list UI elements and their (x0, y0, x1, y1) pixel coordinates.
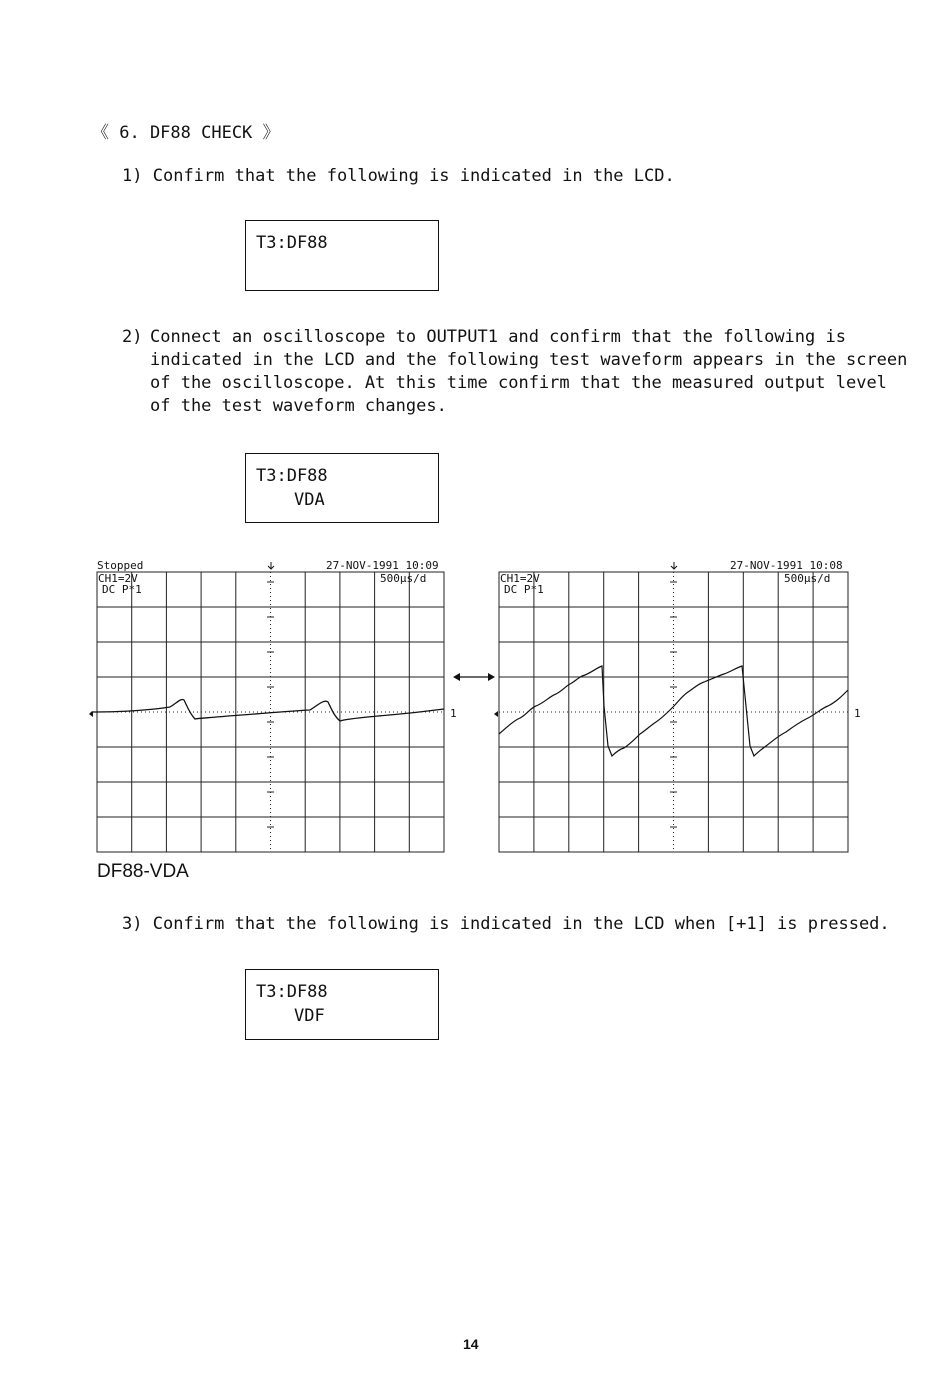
scope-left-channel: CH1=2V (98, 572, 138, 585)
page-number: 14 (463, 1336, 479, 1352)
step-2-text (150, 326, 907, 418)
figure-caption: DF88-VDA (97, 861, 189, 882)
step-2-number: 2) (122, 327, 143, 347)
lcd-display-1 (245, 220, 439, 291)
step-2-line-1: Connect an oscilloscope to OUTPUT1 and confirm that the following is (150, 327, 846, 347)
scope-right-channel: CH1=2V (500, 572, 540, 585)
scope-left-status: Stopped (97, 559, 144, 572)
scope-right-timebase: 500µs/d (784, 572, 831, 585)
lcd-2-line-2: VDA (294, 490, 325, 510)
oscilloscope-screen-left (88, 556, 460, 858)
waveform-trace-right (499, 666, 848, 756)
lcd-2-line-1: T3:DF88 (256, 466, 328, 486)
step-2-line-3: of the oscilloscope. At this time confirm that the measured output level (150, 373, 887, 393)
lcd-display-2 (245, 453, 439, 523)
step-1 (122, 165, 675, 188)
step-2-line-4: of the test waveform changes. (150, 396, 447, 416)
scope-right-channel-marker: 1 (854, 707, 861, 720)
step-1-text: Confirm that the following is indicated in the LCD. (152, 166, 675, 186)
lcd-1-line-1: T3:DF88 (256, 233, 328, 253)
lcd-3-line-2: VDF (294, 1006, 325, 1026)
scope-left-coupling: DC P*1 (102, 583, 142, 596)
scope-right-datetime: 27-NOV-1991 10:08 (730, 559, 843, 572)
scope-left-channel-marker: 1 (450, 707, 457, 720)
scope-left-timebase: 500µs/d (380, 572, 427, 585)
oscilloscope-screen-right (490, 556, 862, 858)
section-title: 《 6. DF88 CHECK 》 (92, 123, 280, 143)
waveform-trace-left (90, 699, 444, 721)
lcd-display-3 (245, 969, 439, 1040)
scope-right-coupling: DC P*1 (504, 583, 544, 596)
step-3-number: 3) (122, 914, 143, 934)
lcd-3-line-1: T3:DF88 (256, 982, 328, 1002)
scope-left-datetime: 27-NOV-1991 10:09 (326, 559, 439, 572)
step-2-line-2: indicated in the LCD and the following test waveform appears in the screen (150, 350, 908, 370)
step-3 (122, 913, 890, 936)
step-1-number: 1) (122, 166, 143, 186)
step-3-text: Confirm that the following is indicated in the LCD when [+1] is pressed. (152, 914, 890, 934)
